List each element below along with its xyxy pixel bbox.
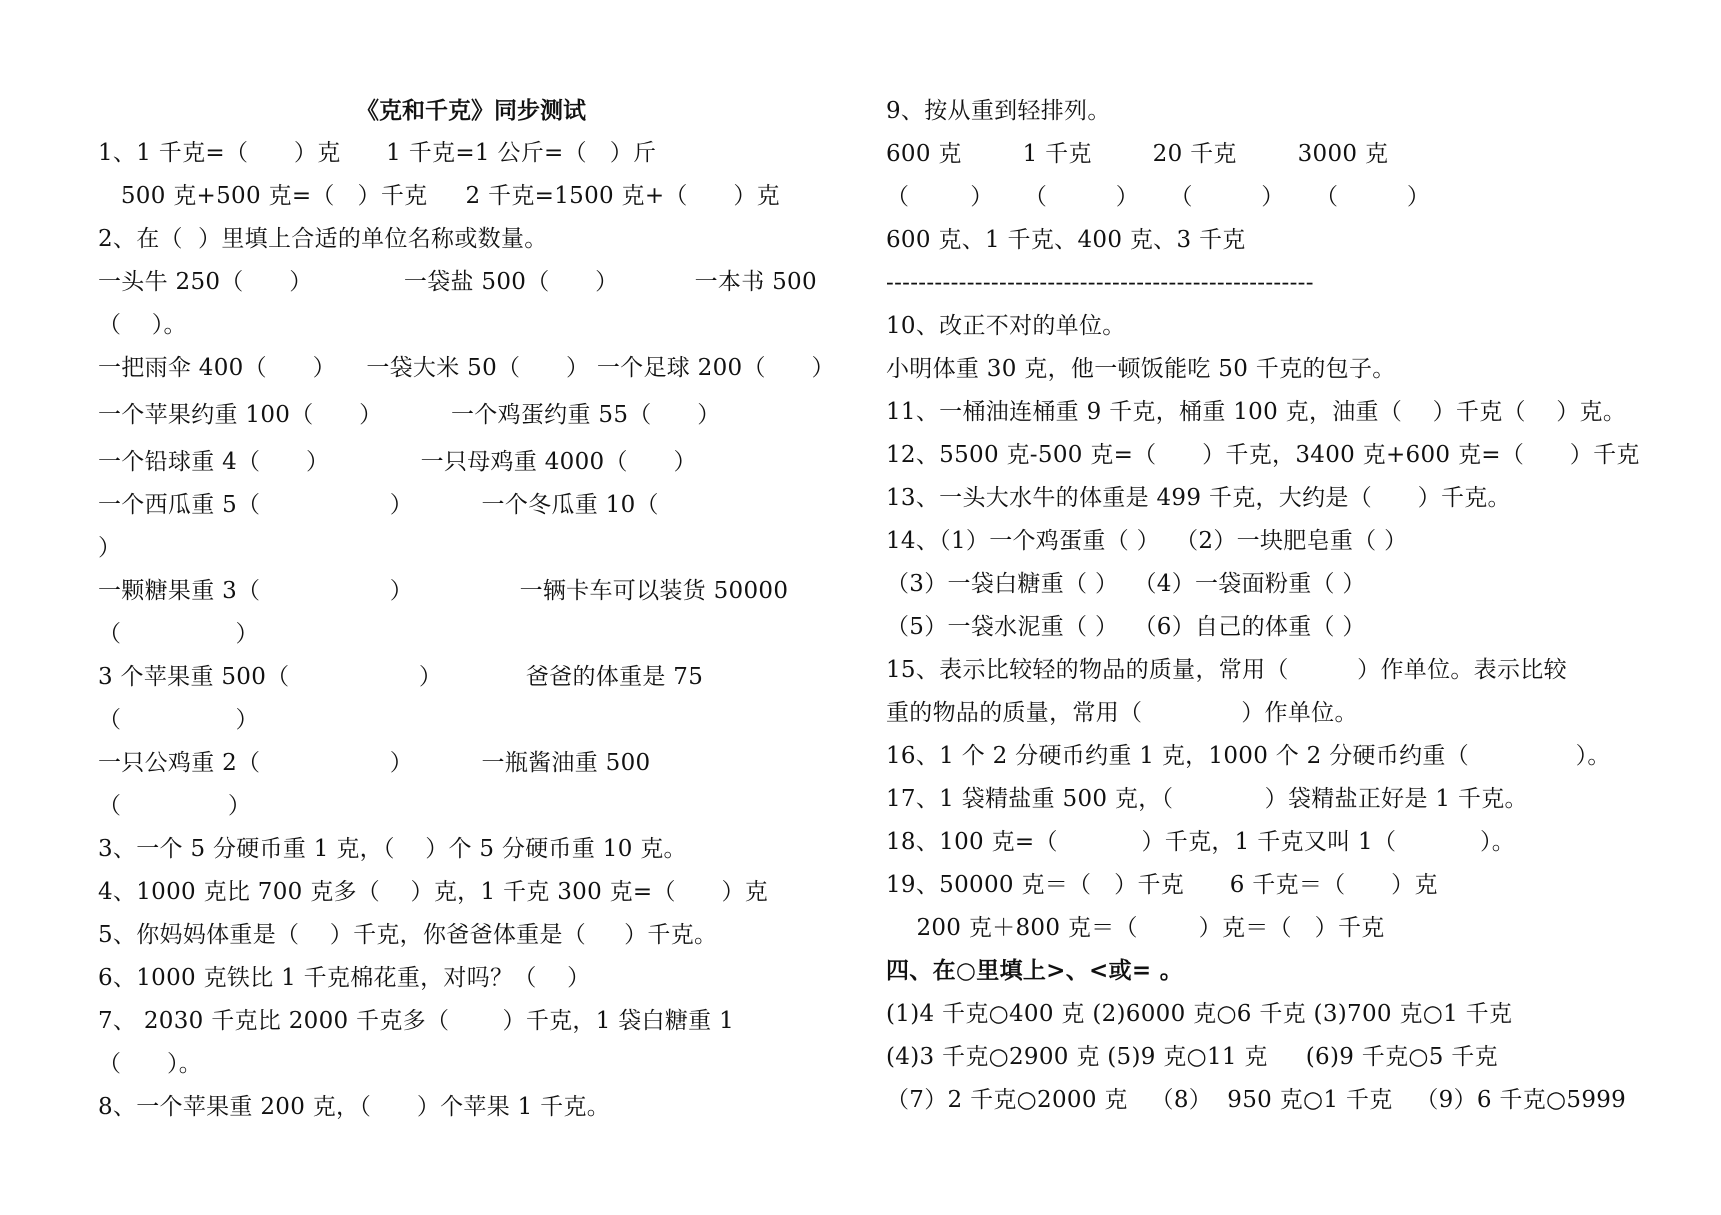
question-line: 12、5500 克-500 克=（ ）千克，3400 克+600 克=（ ）千克 [886, 442, 1640, 468]
question-line: 重的物品的质量，常用（ ）作单位。 [886, 700, 1358, 726]
question-line: (4)3 千克○2900 克 (5)9 克○11 克 (6)9 千克○5 千克 [886, 1044, 1498, 1070]
question-line: 500 克+500 克=（ ）千克 2 千克=1500 克+（ ）克 [98, 183, 780, 209]
question-line: 9、按从重到轻排列。 [886, 98, 1111, 124]
section-heading: 四、在○里填上>、<或= 。 [886, 957, 1184, 984]
page-title: 《克和千克》同步测试 [356, 97, 586, 124]
question-line: 19、50000 克＝（ ）千克 6 千克＝（ ）克 [886, 872, 1438, 898]
question-line: （3）一袋白糖重（ ） （4）一袋面粉重（ ） [886, 571, 1366, 597]
question-line: （5）一袋水泥重（ ） （6）自己的体重（ ） [886, 614, 1366, 640]
question-line: 4、1000 克比 700 克多（ ）克，1 千克 300 克=（ ）克 [98, 879, 769, 905]
question-line: 16、1 个 2 分硬币约重 1 克，1000 个 2 分硬币约重（ ）。 [886, 743, 1611, 769]
question-line: （ ）。 [98, 1051, 203, 1077]
question-line: 5、你妈妈体重是（ ）千克，你爸爸体重是（ ）千克。 [98, 922, 718, 948]
question-line: 一颗糖果重 3（ ） 一辆卡车可以装货 50000 [98, 578, 789, 604]
question-line: （ ） （ ） （ ） （ ） [886, 184, 1431, 210]
question-line: 14、（1）一个鸡蛋重（ ） （2）一块肥皂重（ ） [886, 528, 1408, 554]
question-line: （ ） [98, 707, 259, 733]
question-line: （7）2 千克○2000 克 （8） 950 克○1 千克 （9）6 千克○5999 [886, 1087, 1627, 1113]
question-line: 小明体重 30 克，他一顿饭能吃 50 千克的包子。 [886, 356, 1396, 382]
question-line: 11、一桶油连桶重 9 千克，桶重 100 克，油重（ ）千克（ ）克。 [886, 399, 1627, 425]
dashed-divider: ----------------------------------------------------- [886, 270, 1314, 296]
question-line: （ ） [98, 793, 252, 819]
question-line: 一只公鸡重 2（ ） 一瓶酱油重 500 [98, 750, 651, 776]
question-line: 一个铅球重 4（ ） 一只母鸡重 4000（ ） [98, 449, 697, 475]
question-line: 600 克、1 千克、400 克、3 千克 [886, 227, 1246, 253]
question-line: 10、改正不对的单位。 [886, 313, 1126, 339]
question-line: 18、100 克=（ ）千克，1 千克又叫 1（ ）。 [886, 829, 1516, 855]
question-line: 3、一个 5 分硬币重 1 克，（ ）个 5 分硬币重 10 克。 [98, 836, 687, 862]
question-line: 一头牛 250（ ） 一袋盐 500（ ） 一本书 500 [98, 269, 817, 295]
question-line: （ ）。 [98, 312, 187, 338]
question-line: ） [98, 535, 122, 561]
question-line: 600 克 1 千克 20 千克 3000 克 [886, 141, 1389, 167]
question-line: 一把雨伞 400（ ） 一袋大米 50（ ） 一个足球 200（ ） [98, 355, 835, 381]
question-line: 6、1000 克铁比 1 千克棉花重，对吗？（ ） [98, 965, 591, 991]
question-line: 8、一个苹果重 200 克，（ ）个苹果 1 千克。 [98, 1094, 611, 1120]
question-line: 一个苹果约重 100（ ） 一个鸡蛋约重 55（ ） [98, 402, 721, 428]
question-line: 15、表示比较轻的物品的质量，常用（ ）作单位。表示比较 [886, 657, 1567, 683]
question-line: 一个西瓜重 5（ ） 一个冬瓜重 10（ [98, 492, 659, 518]
question-line: 200 克＋800 克＝（ ）克＝（ ）千克 [886, 915, 1385, 941]
question-line: 2、在（ ）里填上合适的单位名称或数量。 [98, 226, 548, 252]
question-line: 17、1 袋精盐重 500 克，（ ）袋精盐正好是 1 千克。 [886, 786, 1528, 812]
question-line: 3 个苹果重 500（ ） 爸爸的体重是 75 [98, 664, 704, 690]
question-line: 7、 2030 千克比 2000 千克多（ ）千克，1 袋白糖重 1 [98, 1008, 735, 1034]
question-line: 13、一头大水牛的体重是 499 千克，大约是（ ）千克。 [886, 485, 1511, 511]
question-line: 1、1 千克=（ ）克 1 千克=1 公斤=（ ）斤 [98, 140, 657, 166]
question-line: （ ） [98, 621, 259, 647]
question-line: (1)4 千克○400 克 (2)6000 克○6 千克 (3)700 克○1 千克 [886, 1001, 1513, 1027]
